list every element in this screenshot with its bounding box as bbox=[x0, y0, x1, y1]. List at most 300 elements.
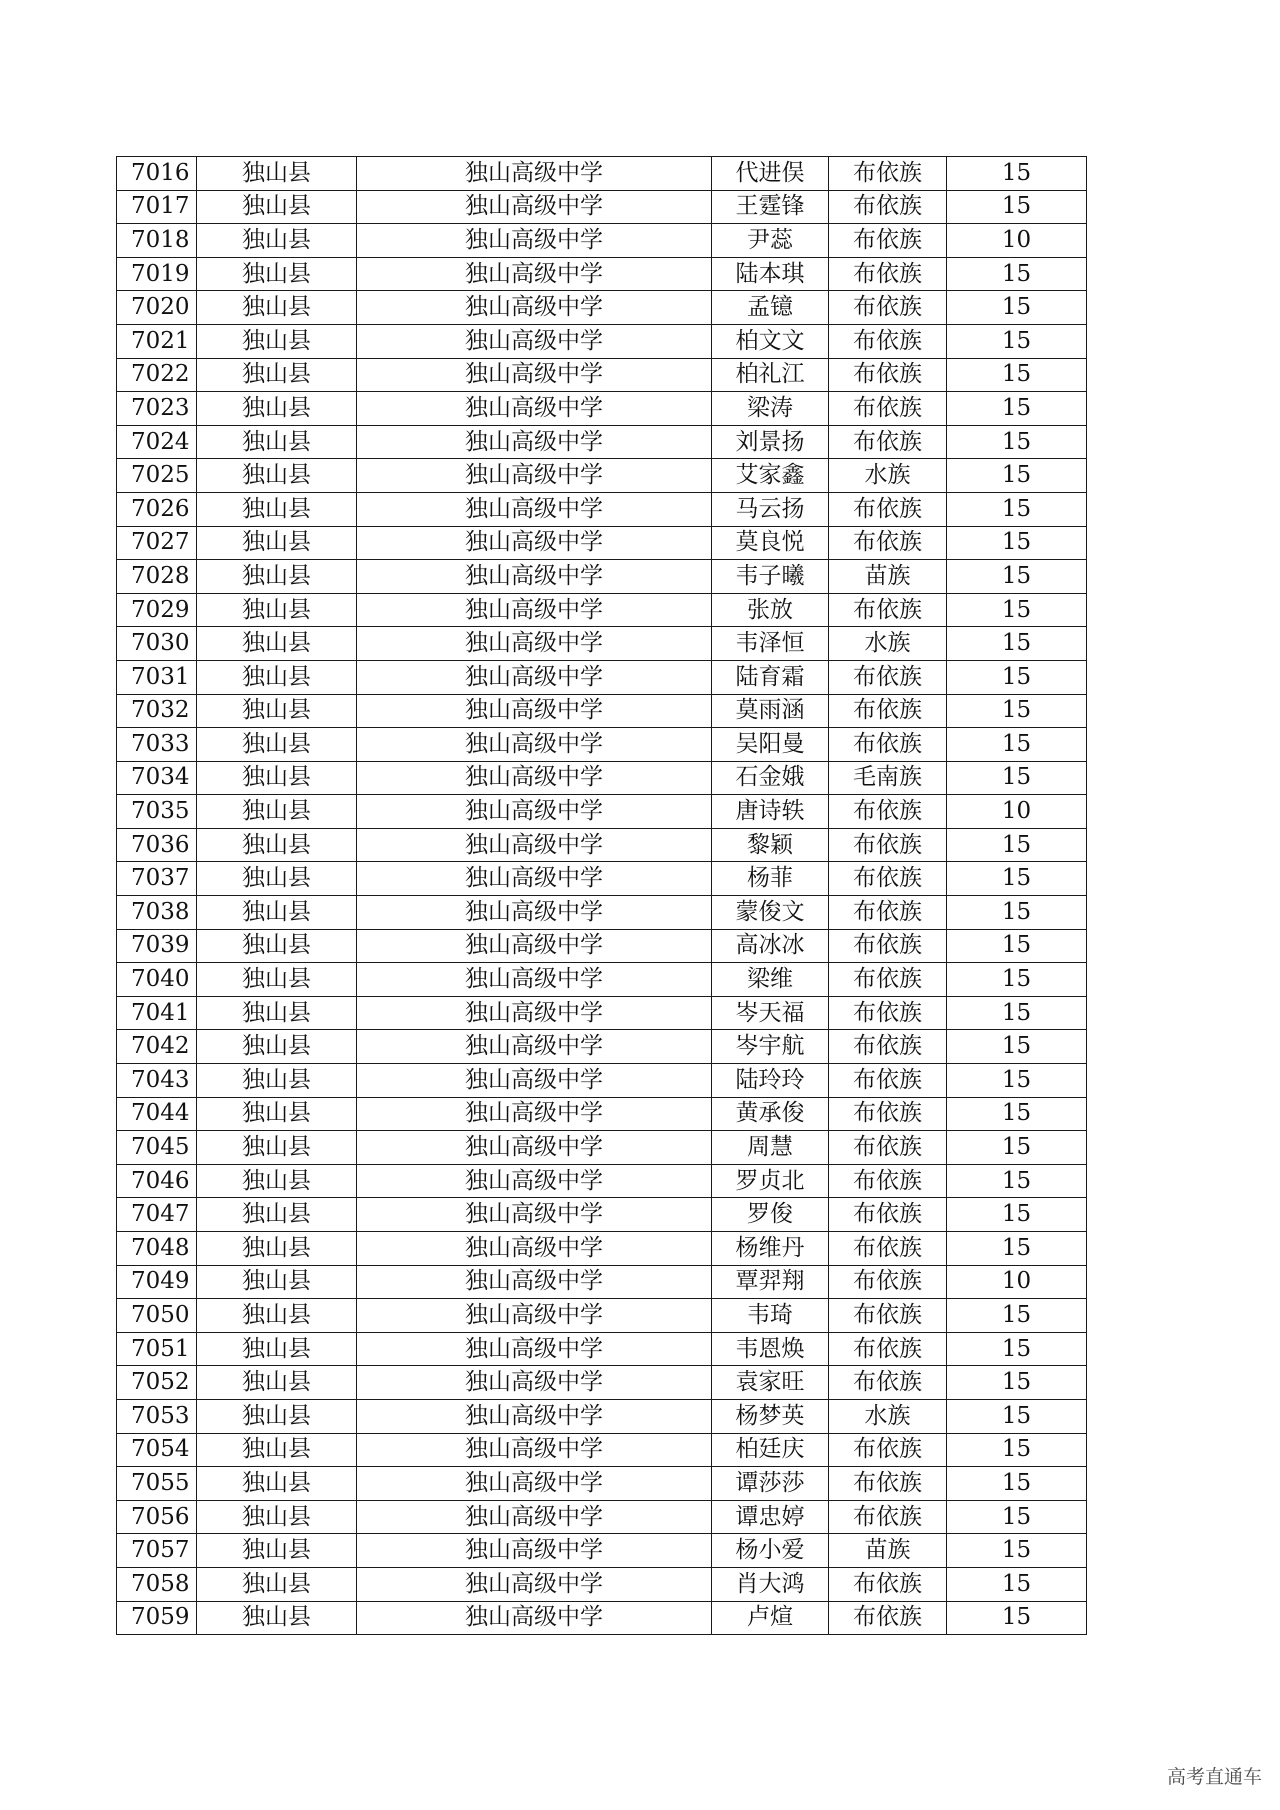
ethnicity-cell: 布依族 bbox=[829, 1567, 947, 1601]
ethnicity-cell: 布依族 bbox=[829, 190, 947, 224]
ethnicity-cell: 布依族 bbox=[829, 1198, 947, 1232]
table-row bbox=[117, 1097, 1087, 1131]
county-cell: 独山县 bbox=[197, 392, 357, 426]
row-number-cell: 7044 bbox=[117, 1097, 197, 1131]
row-number-cell: 7057 bbox=[117, 1534, 197, 1568]
student-name-cell: 张放 bbox=[712, 593, 829, 627]
school-cell: 独山高级中学 bbox=[357, 291, 712, 325]
school-cell: 独山高级中学 bbox=[357, 1567, 712, 1601]
table-row bbox=[117, 728, 1087, 762]
bonus-score-cell: 10 bbox=[947, 1265, 1087, 1299]
student-name-cell: 杨维丹 bbox=[712, 1232, 829, 1266]
table-row bbox=[117, 1064, 1087, 1098]
row-number-cell: 7033 bbox=[117, 728, 197, 762]
student-name-cell: 石金娥 bbox=[712, 761, 829, 795]
table-row bbox=[117, 392, 1087, 426]
county-cell: 独山县 bbox=[197, 1433, 357, 1467]
bonus-score-cell: 15 bbox=[947, 1131, 1087, 1165]
student-name-cell: 岑天福 bbox=[712, 996, 829, 1030]
county-cell: 独山县 bbox=[197, 862, 357, 896]
student-name-cell: 谭忠婷 bbox=[712, 1500, 829, 1534]
student-name-cell: 罗贞北 bbox=[712, 1164, 829, 1198]
bonus-score-cell: 15 bbox=[947, 1332, 1087, 1366]
school-cell: 独山高级中学 bbox=[357, 1030, 712, 1064]
student-name-cell: 蒙俊文 bbox=[712, 896, 829, 930]
school-cell: 独山高级中学 bbox=[357, 1399, 712, 1433]
table-row bbox=[117, 291, 1087, 325]
county-cell: 独山县 bbox=[197, 963, 357, 997]
ethnicity-cell: 布依族 bbox=[829, 929, 947, 963]
ethnicity-cell: 布依族 bbox=[829, 862, 947, 896]
table-row bbox=[117, 224, 1087, 258]
county-cell: 独山县 bbox=[197, 1299, 357, 1333]
bonus-score-cell: 15 bbox=[947, 728, 1087, 762]
row-number-cell: 7058 bbox=[117, 1567, 197, 1601]
bonus-score-cell: 15 bbox=[947, 627, 1087, 661]
ethnicity-cell: 布依族 bbox=[829, 1299, 947, 1333]
school-cell: 独山高级中学 bbox=[357, 1601, 712, 1635]
student-name-cell: 肖大鸿 bbox=[712, 1567, 829, 1601]
table-row bbox=[117, 694, 1087, 728]
bonus-score-cell: 15 bbox=[947, 358, 1087, 392]
county-cell: 独山县 bbox=[197, 1131, 357, 1165]
school-cell: 独山高级中学 bbox=[357, 996, 712, 1030]
ethnicity-cell: 布依族 bbox=[829, 694, 947, 728]
roster-table-container bbox=[116, 156, 1087, 1635]
table-row bbox=[117, 896, 1087, 930]
bonus-score-cell: 15 bbox=[947, 324, 1087, 358]
bonus-score-cell: 15 bbox=[947, 1534, 1087, 1568]
school-cell: 独山高级中学 bbox=[357, 1500, 712, 1534]
county-cell: 独山县 bbox=[197, 492, 357, 526]
bonus-score-cell: 15 bbox=[947, 526, 1087, 560]
row-number-cell: 7037 bbox=[117, 862, 197, 896]
student-name-cell: 岑宇航 bbox=[712, 1030, 829, 1064]
table-row bbox=[117, 828, 1087, 862]
school-cell: 独山高级中学 bbox=[357, 627, 712, 661]
ethnicity-cell: 布依族 bbox=[829, 291, 947, 325]
table-row bbox=[117, 1265, 1087, 1299]
student-name-cell: 杨梦英 bbox=[712, 1399, 829, 1433]
bonus-score-cell: 15 bbox=[947, 761, 1087, 795]
county-cell: 独山县 bbox=[197, 257, 357, 291]
row-number-cell: 7059 bbox=[117, 1601, 197, 1635]
school-cell: 独山高级中学 bbox=[357, 492, 712, 526]
student-name-cell: 谭莎莎 bbox=[712, 1467, 829, 1501]
ethnicity-cell: 水族 bbox=[829, 627, 947, 661]
bonus-score-cell: 15 bbox=[947, 1433, 1087, 1467]
school-cell: 独山高级中学 bbox=[357, 593, 712, 627]
row-number-cell: 7052 bbox=[117, 1366, 197, 1400]
ethnicity-cell: 水族 bbox=[829, 1399, 947, 1433]
county-cell: 独山县 bbox=[197, 896, 357, 930]
row-number-cell: 7039 bbox=[117, 929, 197, 963]
table-row bbox=[117, 1399, 1087, 1433]
table-row bbox=[117, 862, 1087, 896]
row-number-cell: 7046 bbox=[117, 1164, 197, 1198]
school-cell: 独山高级中学 bbox=[357, 224, 712, 258]
school-cell: 独山高级中学 bbox=[357, 929, 712, 963]
row-number-cell: 7034 bbox=[117, 761, 197, 795]
student-name-cell: 柏礼江 bbox=[712, 358, 829, 392]
row-number-cell: 7016 bbox=[117, 157, 197, 191]
student-name-cell: 陆本琪 bbox=[712, 257, 829, 291]
ethnicity-cell: 布依族 bbox=[829, 795, 947, 829]
school-cell: 独山高级中学 bbox=[357, 1299, 712, 1333]
bonus-score-cell: 15 bbox=[947, 1567, 1087, 1601]
table-row bbox=[117, 1500, 1087, 1534]
school-cell: 独山高级中学 bbox=[357, 1366, 712, 1400]
student-name-cell: 周慧 bbox=[712, 1131, 829, 1165]
row-number-cell: 7029 bbox=[117, 593, 197, 627]
row-number-cell: 7038 bbox=[117, 896, 197, 930]
watermark-text: 高考直通车 bbox=[1166, 1766, 1262, 1788]
ethnicity-cell: 布依族 bbox=[829, 728, 947, 762]
bonus-score-cell: 10 bbox=[947, 795, 1087, 829]
table-row bbox=[117, 795, 1087, 829]
bonus-score-cell: 15 bbox=[947, 560, 1087, 594]
bonus-score-cell: 10 bbox=[947, 224, 1087, 258]
bonus-score-cell: 15 bbox=[947, 862, 1087, 896]
row-number-cell: 7031 bbox=[117, 660, 197, 694]
table-row bbox=[117, 157, 1087, 191]
ethnicity-cell: 布依族 bbox=[829, 224, 947, 258]
table-row bbox=[117, 761, 1087, 795]
county-cell: 独山县 bbox=[197, 1164, 357, 1198]
county-cell: 独山县 bbox=[197, 828, 357, 862]
school-cell: 独山高级中学 bbox=[357, 459, 712, 493]
bonus-score-cell: 15 bbox=[947, 1500, 1087, 1534]
ethnicity-cell: 布依族 bbox=[829, 1332, 947, 1366]
school-cell: 独山高级中学 bbox=[357, 157, 712, 191]
row-number-cell: 7042 bbox=[117, 1030, 197, 1064]
bonus-score-cell: 15 bbox=[947, 291, 1087, 325]
row-number-cell: 7048 bbox=[117, 1232, 197, 1266]
county-cell: 独山县 bbox=[197, 627, 357, 661]
ethnicity-cell: 布依族 bbox=[829, 257, 947, 291]
bonus-score-cell: 15 bbox=[947, 425, 1087, 459]
bonus-score-cell: 15 bbox=[947, 694, 1087, 728]
school-cell: 独山高级中学 bbox=[357, 795, 712, 829]
county-cell: 独山县 bbox=[197, 291, 357, 325]
row-number-cell: 7047 bbox=[117, 1198, 197, 1232]
bonus-score-cell: 15 bbox=[947, 1467, 1087, 1501]
student-name-cell: 艾家鑫 bbox=[712, 459, 829, 493]
student-name-cell: 莫良悦 bbox=[712, 526, 829, 560]
county-cell: 独山县 bbox=[197, 358, 357, 392]
table-row bbox=[117, 1467, 1087, 1501]
table-row bbox=[117, 526, 1087, 560]
school-cell: 独山高级中学 bbox=[357, 1164, 712, 1198]
row-number-cell: 7025 bbox=[117, 459, 197, 493]
student-name-cell: 代进俣 bbox=[712, 157, 829, 191]
row-number-cell: 7032 bbox=[117, 694, 197, 728]
table-row bbox=[117, 492, 1087, 526]
row-number-cell: 7036 bbox=[117, 828, 197, 862]
student-name-cell: 黄承俊 bbox=[712, 1097, 829, 1131]
county-cell: 独山县 bbox=[197, 190, 357, 224]
table-row bbox=[117, 1601, 1087, 1635]
row-number-cell: 7027 bbox=[117, 526, 197, 560]
school-cell: 独山高级中学 bbox=[357, 560, 712, 594]
student-name-cell: 杨菲 bbox=[712, 862, 829, 896]
student-name-cell: 卢煊 bbox=[712, 1601, 829, 1635]
ethnicity-cell: 布依族 bbox=[829, 1433, 947, 1467]
school-cell: 独山高级中学 bbox=[357, 963, 712, 997]
ethnicity-cell: 布依族 bbox=[829, 896, 947, 930]
county-cell: 独山县 bbox=[197, 660, 357, 694]
row-number-cell: 7020 bbox=[117, 291, 197, 325]
school-cell: 独山高级中学 bbox=[357, 1232, 712, 1266]
student-name-cell: 梁涛 bbox=[712, 392, 829, 426]
bonus-score-cell: 15 bbox=[947, 929, 1087, 963]
school-cell: 独山高级中学 bbox=[357, 896, 712, 930]
table-row bbox=[117, 324, 1087, 358]
ethnicity-cell: 苗族 bbox=[829, 560, 947, 594]
student-name-cell: 黎颖 bbox=[712, 828, 829, 862]
table-row bbox=[117, 963, 1087, 997]
bonus-score-cell: 15 bbox=[947, 1164, 1087, 1198]
county-cell: 独山县 bbox=[197, 795, 357, 829]
county-cell: 独山县 bbox=[197, 929, 357, 963]
table-row bbox=[117, 358, 1087, 392]
roster-table bbox=[116, 156, 1087, 1635]
ethnicity-cell: 布依族 bbox=[829, 660, 947, 694]
student-name-cell: 韦泽恒 bbox=[712, 627, 829, 661]
student-name-cell: 陆育霜 bbox=[712, 660, 829, 694]
ethnicity-cell: 布依族 bbox=[829, 157, 947, 191]
county-cell: 独山县 bbox=[197, 728, 357, 762]
county-cell: 独山县 bbox=[197, 1601, 357, 1635]
county-cell: 独山县 bbox=[197, 1534, 357, 1568]
student-name-cell: 吴阳曼 bbox=[712, 728, 829, 762]
row-number-cell: 7030 bbox=[117, 627, 197, 661]
row-number-cell: 7024 bbox=[117, 425, 197, 459]
county-cell: 独山县 bbox=[197, 996, 357, 1030]
county-cell: 独山县 bbox=[197, 224, 357, 258]
row-number-cell: 7023 bbox=[117, 392, 197, 426]
student-name-cell: 韦琦 bbox=[712, 1299, 829, 1333]
row-number-cell: 7053 bbox=[117, 1399, 197, 1433]
county-cell: 独山县 bbox=[197, 1399, 357, 1433]
school-cell: 独山高级中学 bbox=[357, 526, 712, 560]
student-name-cell: 韦子曦 bbox=[712, 560, 829, 594]
county-cell: 独山县 bbox=[197, 761, 357, 795]
row-number-cell: 7028 bbox=[117, 560, 197, 594]
row-number-cell: 7045 bbox=[117, 1131, 197, 1165]
student-name-cell: 唐诗轶 bbox=[712, 795, 829, 829]
county-cell: 独山县 bbox=[197, 1366, 357, 1400]
bonus-score-cell: 15 bbox=[947, 459, 1087, 493]
county-cell: 独山县 bbox=[197, 1467, 357, 1501]
row-number-cell: 7054 bbox=[117, 1433, 197, 1467]
row-number-cell: 7041 bbox=[117, 996, 197, 1030]
school-cell: 独山高级中学 bbox=[357, 425, 712, 459]
row-number-cell: 7018 bbox=[117, 224, 197, 258]
county-cell: 独山县 bbox=[197, 526, 357, 560]
ethnicity-cell: 布依族 bbox=[829, 1265, 947, 1299]
student-name-cell: 覃羿翔 bbox=[712, 1265, 829, 1299]
row-number-cell: 7050 bbox=[117, 1299, 197, 1333]
school-cell: 独山高级中学 bbox=[357, 828, 712, 862]
county-cell: 独山县 bbox=[197, 1198, 357, 1232]
ethnicity-cell: 布依族 bbox=[829, 324, 947, 358]
county-cell: 独山县 bbox=[197, 459, 357, 493]
bonus-score-cell: 15 bbox=[947, 660, 1087, 694]
county-cell: 独山县 bbox=[197, 425, 357, 459]
bonus-score-cell: 15 bbox=[947, 593, 1087, 627]
ethnicity-cell: 布依族 bbox=[829, 1064, 947, 1098]
ethnicity-cell: 布依族 bbox=[829, 425, 947, 459]
table-row bbox=[117, 257, 1087, 291]
school-cell: 独山高级中学 bbox=[357, 728, 712, 762]
bonus-score-cell: 15 bbox=[947, 392, 1087, 426]
school-cell: 独山高级中学 bbox=[357, 1064, 712, 1098]
county-cell: 独山县 bbox=[197, 157, 357, 191]
school-cell: 独山高级中学 bbox=[357, 324, 712, 358]
student-name-cell: 梁维 bbox=[712, 963, 829, 997]
row-number-cell: 7026 bbox=[117, 492, 197, 526]
ethnicity-cell: 布依族 bbox=[829, 1467, 947, 1501]
table-row bbox=[117, 1534, 1087, 1568]
county-cell: 独山县 bbox=[197, 1500, 357, 1534]
row-number-cell: 7055 bbox=[117, 1467, 197, 1501]
county-cell: 独山县 bbox=[197, 1332, 357, 1366]
bonus-score-cell: 15 bbox=[947, 828, 1087, 862]
table-row bbox=[117, 593, 1087, 627]
school-cell: 独山高级中学 bbox=[357, 392, 712, 426]
ethnicity-cell: 布依族 bbox=[829, 1164, 947, 1198]
table-row bbox=[117, 1332, 1087, 1366]
school-cell: 独山高级中学 bbox=[357, 1265, 712, 1299]
ethnicity-cell: 布依族 bbox=[829, 828, 947, 862]
table-row bbox=[117, 1567, 1087, 1601]
school-cell: 独山高级中学 bbox=[357, 1534, 712, 1568]
row-number-cell: 7035 bbox=[117, 795, 197, 829]
student-name-cell: 杨小爱 bbox=[712, 1534, 829, 1568]
table-row bbox=[117, 190, 1087, 224]
school-cell: 独山高级中学 bbox=[357, 257, 712, 291]
bonus-score-cell: 15 bbox=[947, 996, 1087, 1030]
school-cell: 独山高级中学 bbox=[357, 761, 712, 795]
student-name-cell: 王霆锋 bbox=[712, 190, 829, 224]
table-row bbox=[117, 560, 1087, 594]
school-cell: 独山高级中学 bbox=[357, 862, 712, 896]
school-cell: 独山高级中学 bbox=[357, 1198, 712, 1232]
school-cell: 独山高级中学 bbox=[357, 1097, 712, 1131]
bonus-score-cell: 15 bbox=[947, 1399, 1087, 1433]
ethnicity-cell: 布依族 bbox=[829, 963, 947, 997]
ethnicity-cell: 布依族 bbox=[829, 526, 947, 560]
table-row bbox=[117, 1164, 1087, 1198]
bonus-score-cell: 15 bbox=[947, 1232, 1087, 1266]
student-name-cell: 刘景扬 bbox=[712, 425, 829, 459]
table-row bbox=[117, 1366, 1087, 1400]
table-row bbox=[117, 996, 1087, 1030]
student-name-cell: 孟镱 bbox=[712, 291, 829, 325]
row-number-cell: 7040 bbox=[117, 963, 197, 997]
ethnicity-cell: 布依族 bbox=[829, 593, 947, 627]
bonus-score-cell: 15 bbox=[947, 1097, 1087, 1131]
table-row bbox=[117, 929, 1087, 963]
ethnicity-cell: 布依族 bbox=[829, 1030, 947, 1064]
bonus-score-cell: 15 bbox=[947, 157, 1087, 191]
table-row bbox=[117, 660, 1087, 694]
school-cell: 独山高级中学 bbox=[357, 190, 712, 224]
school-cell: 独山高级中学 bbox=[357, 660, 712, 694]
bonus-score-cell: 15 bbox=[947, 257, 1087, 291]
student-name-cell: 马云扬 bbox=[712, 492, 829, 526]
ethnicity-cell: 布依族 bbox=[829, 392, 947, 426]
student-name-cell: 罗俊 bbox=[712, 1198, 829, 1232]
bonus-score-cell: 15 bbox=[947, 963, 1087, 997]
table-row bbox=[117, 1198, 1087, 1232]
ethnicity-cell: 布依族 bbox=[829, 996, 947, 1030]
bonus-score-cell: 15 bbox=[947, 1030, 1087, 1064]
table-row bbox=[117, 1131, 1087, 1165]
row-number-cell: 7051 bbox=[117, 1332, 197, 1366]
bonus-score-cell: 15 bbox=[947, 1064, 1087, 1098]
ethnicity-cell: 布依族 bbox=[829, 1131, 947, 1165]
row-number-cell: 7043 bbox=[117, 1064, 197, 1098]
county-cell: 独山县 bbox=[197, 1265, 357, 1299]
ethnicity-cell: 布依族 bbox=[829, 1366, 947, 1400]
county-cell: 独山县 bbox=[197, 1064, 357, 1098]
school-cell: 独山高级中学 bbox=[357, 1131, 712, 1165]
ethnicity-cell: 布依族 bbox=[829, 1500, 947, 1534]
student-name-cell: 柏廷庆 bbox=[712, 1433, 829, 1467]
county-cell: 独山县 bbox=[197, 1232, 357, 1266]
county-cell: 独山县 bbox=[197, 694, 357, 728]
bonus-score-cell: 15 bbox=[947, 190, 1087, 224]
table-row bbox=[117, 1030, 1087, 1064]
bonus-score-cell: 15 bbox=[947, 1601, 1087, 1635]
table-row bbox=[117, 627, 1087, 661]
bonus-score-cell: 15 bbox=[947, 1198, 1087, 1232]
school-cell: 独山高级中学 bbox=[357, 1467, 712, 1501]
row-number-cell: 7021 bbox=[117, 324, 197, 358]
school-cell: 独山高级中学 bbox=[357, 358, 712, 392]
ethnicity-cell: 毛南族 bbox=[829, 761, 947, 795]
table-row bbox=[117, 1232, 1087, 1266]
bonus-score-cell: 15 bbox=[947, 1299, 1087, 1333]
bonus-score-cell: 15 bbox=[947, 1366, 1087, 1400]
student-name-cell: 莫雨涵 bbox=[712, 694, 829, 728]
ethnicity-cell: 水族 bbox=[829, 459, 947, 493]
ethnicity-cell: 布依族 bbox=[829, 1232, 947, 1266]
county-cell: 独山县 bbox=[197, 560, 357, 594]
bonus-score-cell: 15 bbox=[947, 492, 1087, 526]
row-number-cell: 7019 bbox=[117, 257, 197, 291]
ethnicity-cell: 布依族 bbox=[829, 1601, 947, 1635]
county-cell: 独山县 bbox=[197, 1097, 357, 1131]
bonus-score-cell: 15 bbox=[947, 896, 1087, 930]
roster-table-body bbox=[117, 157, 1087, 1635]
table-row bbox=[117, 425, 1087, 459]
student-name-cell: 尹蕊 bbox=[712, 224, 829, 258]
school-cell: 独山高级中学 bbox=[357, 1433, 712, 1467]
student-name-cell: 韦恩焕 bbox=[712, 1332, 829, 1366]
school-cell: 独山高级中学 bbox=[357, 694, 712, 728]
table-row bbox=[117, 1299, 1087, 1333]
county-cell: 独山县 bbox=[197, 1030, 357, 1064]
table-row bbox=[117, 1433, 1087, 1467]
ethnicity-cell: 布依族 bbox=[829, 1097, 947, 1131]
ethnicity-cell: 布依族 bbox=[829, 492, 947, 526]
table-row bbox=[117, 459, 1087, 493]
student-name-cell: 高冰冰 bbox=[712, 929, 829, 963]
row-number-cell: 7022 bbox=[117, 358, 197, 392]
